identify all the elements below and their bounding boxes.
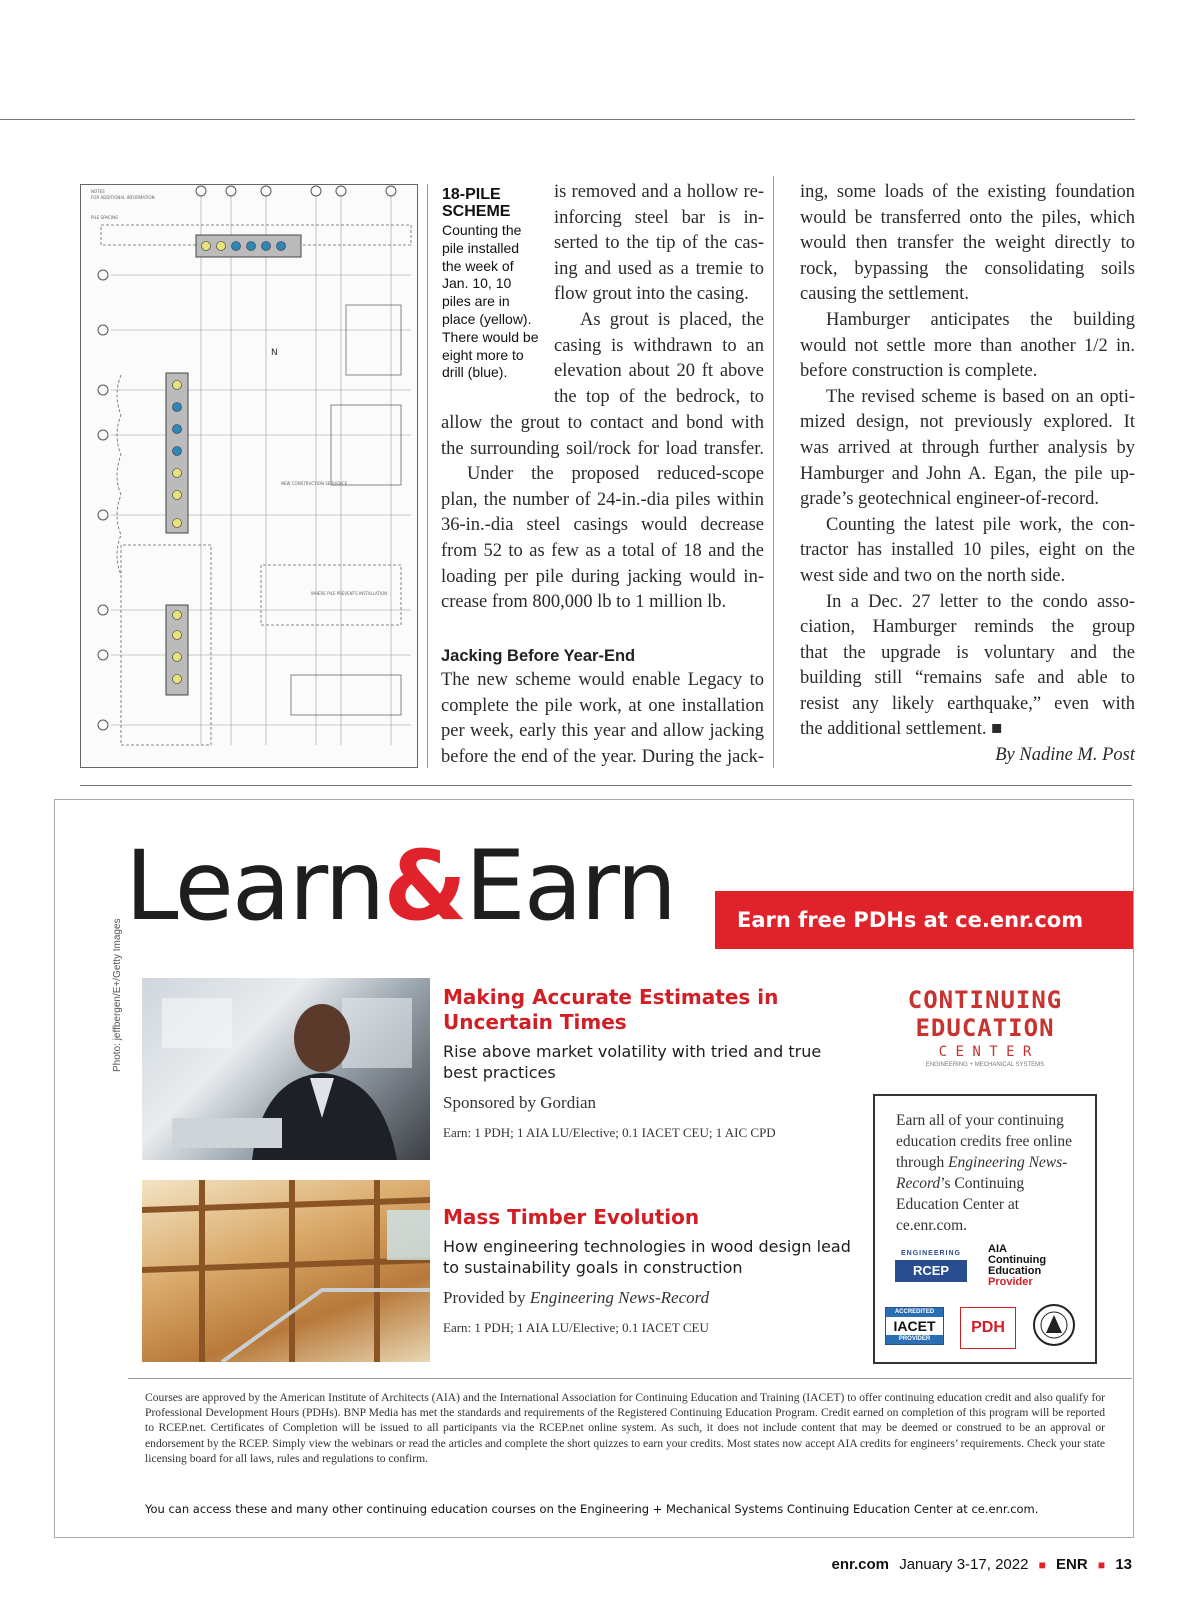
pile-marker <box>277 242 286 251</box>
pile-marker <box>262 242 271 251</box>
access-note: You can access these and many other continuing education courses on the Engineering + Mechanical Systems Continuing Education Center at ce.enr.com. <box>145 1502 1039 1516</box>
pile-marker <box>217 242 226 251</box>
article-column-2: ing, some loads of the existing foundation would be transferred onto the piles, which would then transfer the weight directly to rock, bypassing the consolidating soils causing the settlement. Hamburger anticipates the building would not settle more than another 1/2 in. before construction is complete. The revised scheme is based on an opti- mized design, not previously explored. It was arrived at through further analysis by Hamburger and John A. Egan, the pile up- grade’s geotechnical engineer-of-record. Counting the latest pile work, the con- tractor has installed 10 piles, eight on the west side and two on the north side. In a Dec. 27 letter to the condo asso- ciation, Hamburger reminds the group that the upgrade is voluntary and the building still “remains safe and able to resist any likely earthquake,” even with the additional settlement. ■ By Nadine M. Post <box>800 180 1135 769</box>
svg-text:N: N <box>271 348 278 358</box>
column-divider <box>427 184 428 768</box>
learn-earn-logo: Learn&Earn <box>125 830 676 942</box>
footer-brand: ENR <box>1056 1556 1088 1573</box>
aia-provider-badge: AIA Continuing Education Provider <box>988 1243 1047 1288</box>
bullet-icon: ■ <box>1097 1558 1106 1572</box>
svg-text:NOTES: NOTES <box>91 189 105 194</box>
fine-print: Courses are approved by the American Institute of Architects (AIA) and the International Association for Continuing Education and Training (IACET) to offer continuing education credit and also qualify for Professional Development Hours (PDHs). BNP Media has met the standards and requirements of the Registered Continuing Education Program. Credit earned on completion of this program will be reported to RCEP.net. Certificates of Completion will be issued to all participants via the RCEP.net online system. As such, it does not include content that may be deemed or construed to be an approval or endorsement by the RCEP. Simply view the webinars or read the articles and complete the short quizzes to earn your credits. Most states now accept AIA credits for engineers’ requirements. Check your state licensing board for all laws, rules and regulations to confirm. <box>145 1391 1105 1465</box>
svg-text:WHERE PILE PREVENTS INSTALLATI: WHERE PILE PREVENTS INSTALLATION <box>311 591 388 596</box>
pile-marker <box>202 242 211 251</box>
pile-plan-svg <box>81 185 417 767</box>
pile-marker <box>173 611 182 620</box>
footer-site: enr.com <box>831 1556 890 1573</box>
rcep-badge: ENGINEERING RCEP <box>895 1250 967 1290</box>
pdh-badge: PDH <box>960 1307 1016 1349</box>
course-2[interactable]: Mass Timber Evolution How engineering technologies in wood design lead to sustainability goals in construction Provided by Engineering News-Record Earn: 1 PDH; 1 AIA LU/Elective; 0.1 IACET CEU <box>443 1205 851 1335</box>
pdh-banner[interactable]: Earn free PDHs at ce.enr.com <box>715 891 1133 949</box>
svg-text:FOR ADDITIONAL INFORMATION: FOR ADDITIONAL INFORMATION <box>91 195 155 200</box>
seal-icon <box>1032 1303 1076 1347</box>
figure-caption-body: Counting the pile installed the week of Jan. 10, 10 piles are in place (yellow). There would be eight more to drill (blue). <box>442 222 539 381</box>
mass-timber-photo <box>142 1180 430 1362</box>
pile-marker <box>173 675 182 684</box>
ce-info-text: Earn all of your continuing education credits free online through Engineering News-Record’s Continuing Education Center at ce.enr.com. <box>896 1112 1073 1234</box>
article-column-1: allow the grout to contact and bond with the surrounding soil/rock for load transfer. Under the proposed reduced-scope plan, the number of 24-in.-dia piles within 36-in.-dia steel casings would decrease from 52 to as few as a total of 18 and the loading per pile during jacking would in- crease from 800,000 lb to 1 million lb. <box>441 413 764 613</box>
top-rule <box>0 119 1135 120</box>
pile-marker <box>173 447 182 456</box>
pile-marker <box>173 491 182 500</box>
iacet-badge: ACCREDITED IACET PROVIDER <box>885 1307 944 1345</box>
article-subhead: Jacking Before Year-End <box>441 647 636 665</box>
pile-marker <box>247 242 256 251</box>
byline: By Nadine M. Post <box>995 745 1135 766</box>
course-1[interactable]: Making Accurate Estimates in Uncertain Times Rise above market volatility with tried and true best practices Sponsored by Gordian Earn: 1 PDH; 1 AIA LU/Elective; 0.1 IACET CEU; 1 AIC CPD <box>443 985 822 1140</box>
pile-markers <box>173 242 286 684</box>
column-divider <box>773 176 774 768</box>
pile-scheme-drawing <box>80 184 418 768</box>
pile-marker <box>232 242 241 251</box>
pile-marker <box>173 425 182 434</box>
figure-caption-title: 18-PILE SCHEME <box>442 186 511 220</box>
pile-marker <box>173 519 182 528</box>
pile-marker <box>173 631 182 640</box>
article-column-1-narrow: is removed and a hollow re- inforcing steel bar is in- serted to the tip of the cas- ing and used as a tremie to flow grout into the casing. As grout is placed, the casing is withdrawn to an elevation about 20 ft above the top of the bedrock, to <box>554 182 764 407</box>
bullet-icon: ■ <box>1038 1558 1046 1572</box>
ad-inner-rule <box>128 1378 1132 1379</box>
pile-marker <box>173 381 182 390</box>
pile-marker <box>173 403 182 412</box>
section-rule <box>80 785 1132 786</box>
article-column-1-end: The new scheme would enable Legacy to complete the pile work, at one installation per week, early this year and allow jacking before the end of the year. During the jack- <box>441 670 764 767</box>
businessman-photo <box>142 978 430 1160</box>
page-number: 13 <box>1115 1556 1132 1573</box>
pile-marker <box>173 653 182 662</box>
footer-date: January 3-17, 2022 <box>899 1556 1029 1573</box>
page-footer <box>831 1556 1132 1573</box>
pile-marker <box>173 469 182 478</box>
photo-credit: Photo: jeffbergen/E+/Getty Images <box>112 918 123 1072</box>
continuing-education-center-logo: CONTINUING EDUCATION C E N T E R ENGINEERING + MECHANICAL SYSTEMS <box>907 986 1063 1068</box>
svg-text:PILE SPACING: PILE SPACING <box>91 215 119 220</box>
svg-text:NEW CONSTRUCTION SEQUENCE: NEW CONSTRUCTION SEQUENCE <box>281 481 348 486</box>
